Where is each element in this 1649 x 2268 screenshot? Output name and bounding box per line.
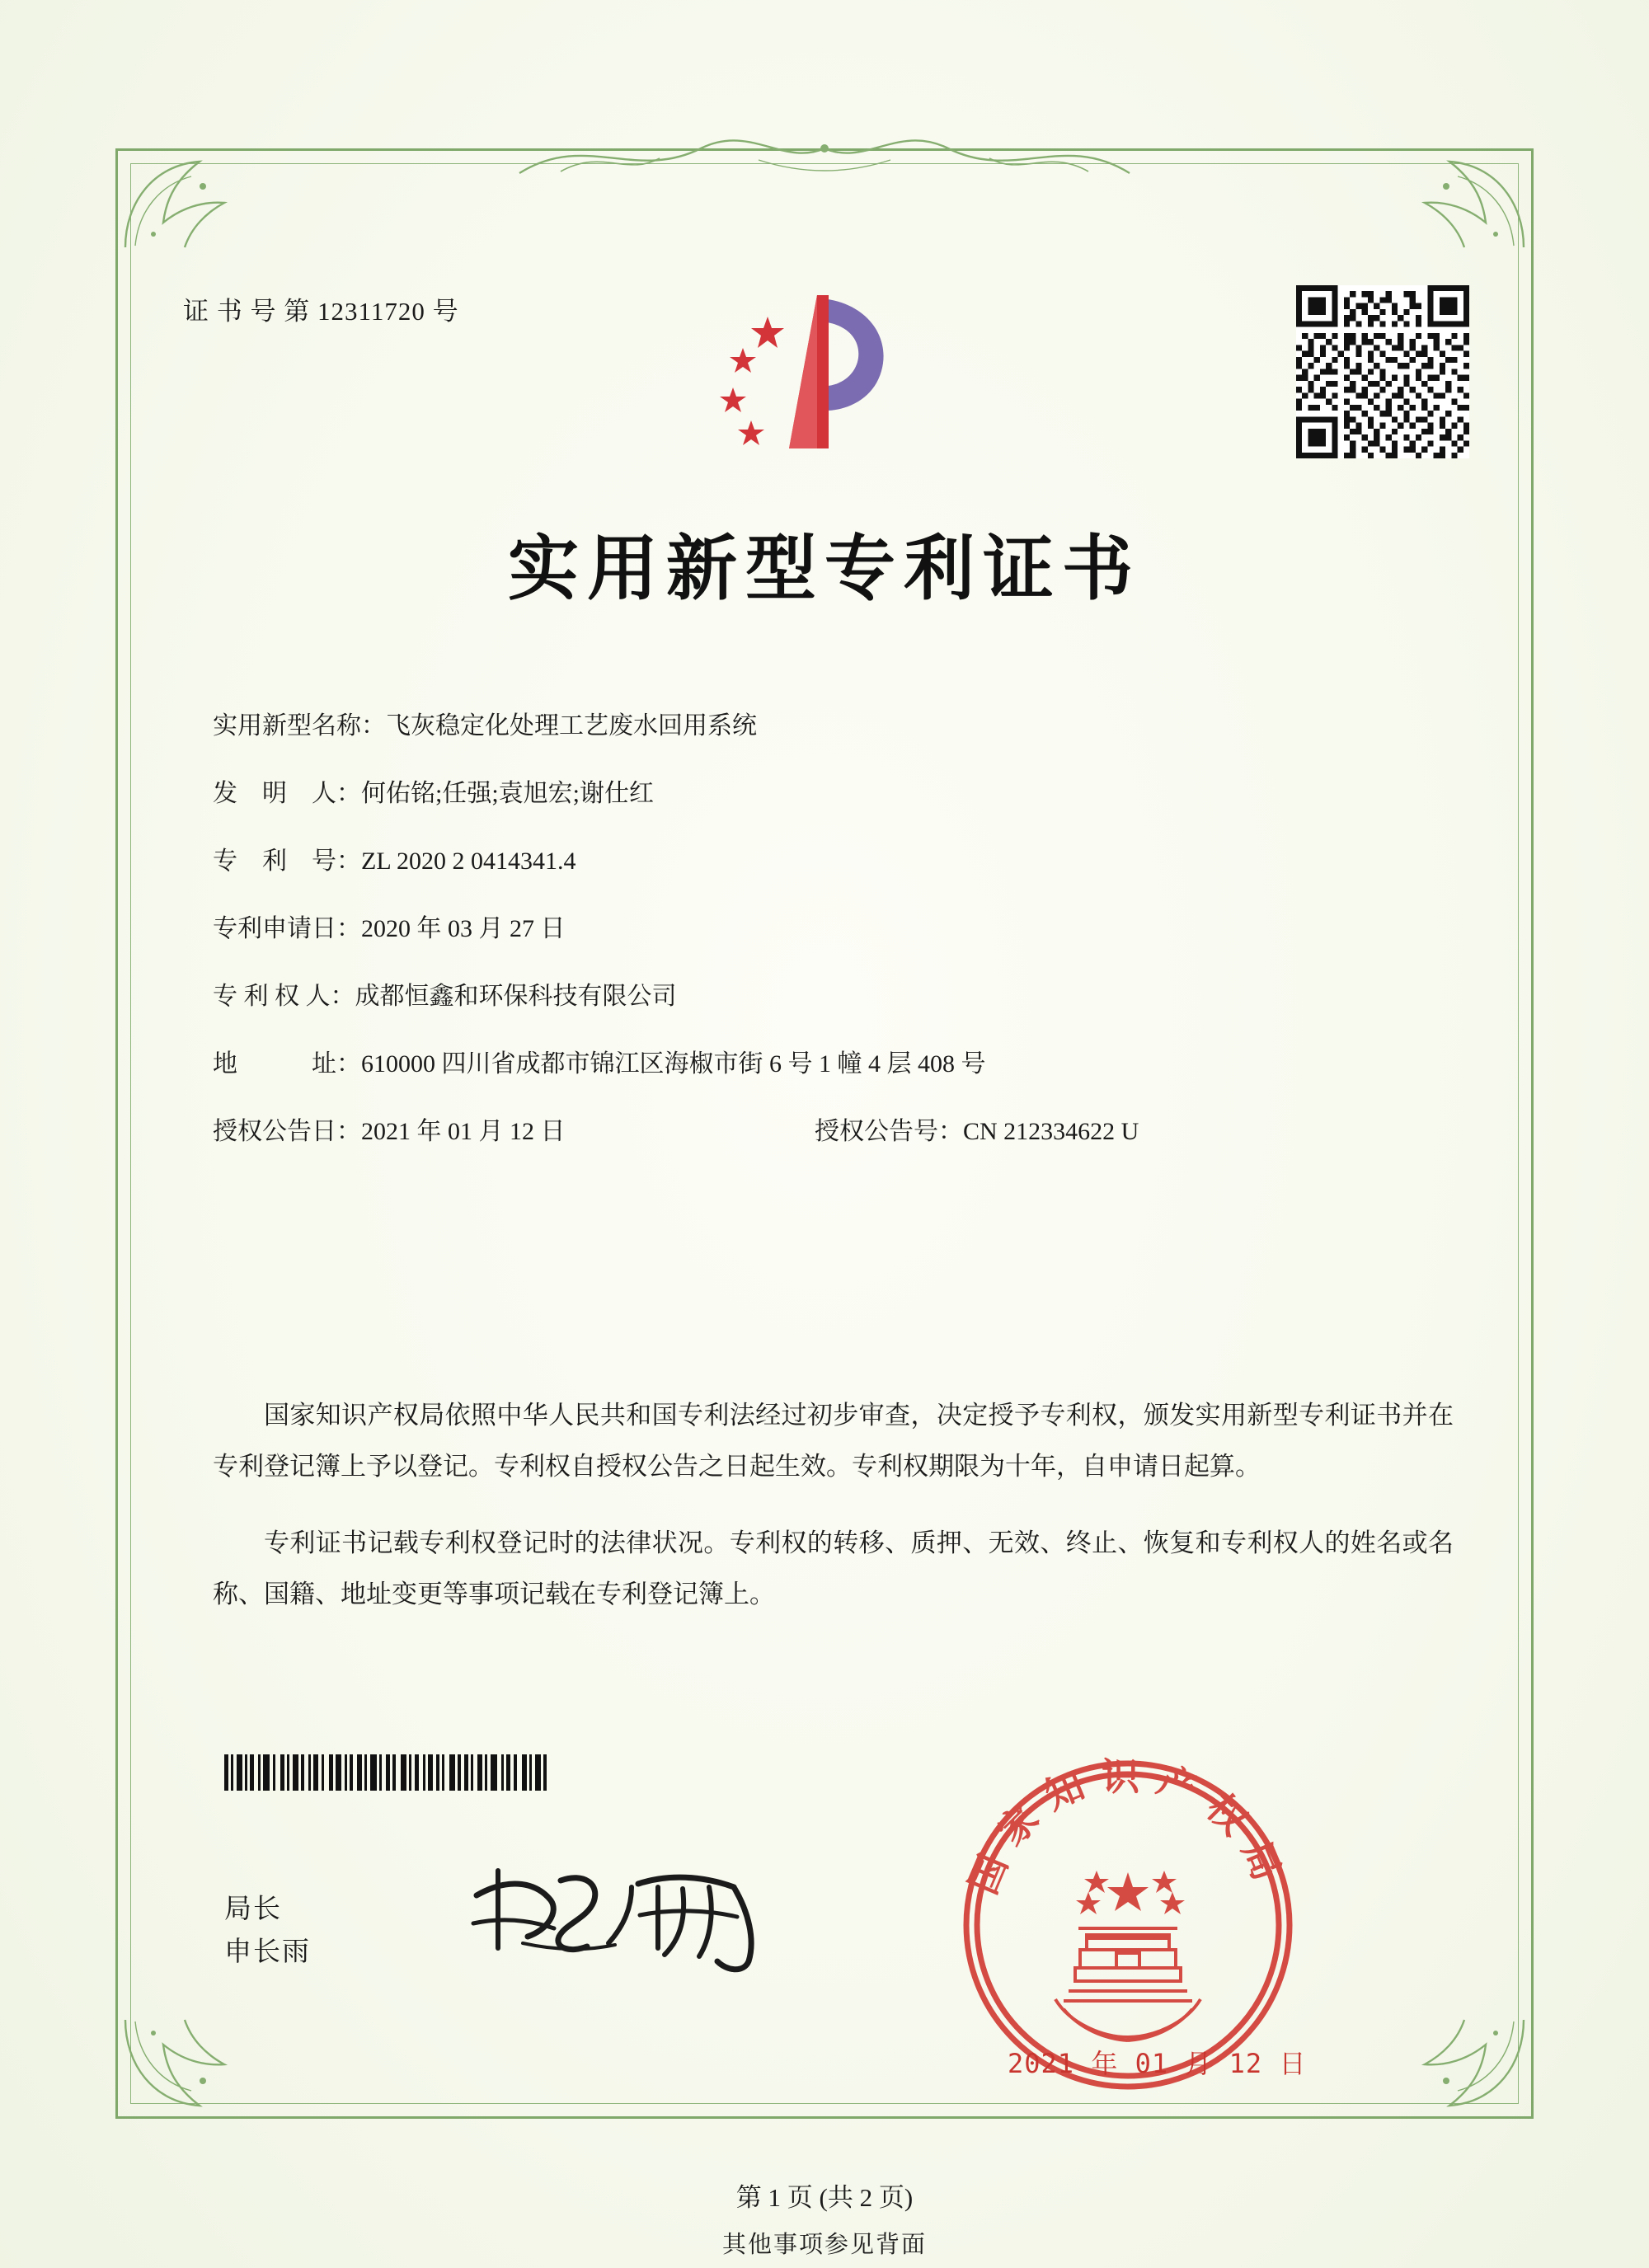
field-patentee: [213, 975, 1466, 1043]
field-grant-announcement: [213, 1111, 1466, 1178]
field-value: 2020 年 03 月 27 日: [361, 915, 566, 942]
corner-ornament-icon: [1405, 2015, 1529, 2114]
grant-number-label: 授权公告号：: [815, 1118, 963, 1145]
certificate-number: 证 书 号 第 12311720 号: [183, 297, 459, 326]
corner-ornament-icon: [120, 2015, 244, 2114]
field-value: 成都恒鑫和环保科技有限公司: [355, 983, 677, 1010]
paragraph-registry-statement: 专利证书记载专利权登记时的法律状况。专利权的转移、质押、无效、终止、恢复和专利权人的姓名或名称、国籍、地址变更等事项记载在专利登记簿上。: [213, 1528, 1454, 1608]
director-name: 申长雨: [224, 1937, 311, 1967]
field-value: 飞灰稳定化处理工艺废水回用系统: [386, 712, 757, 740]
field-label: 发 明 人：: [213, 780, 361, 807]
barcode: [224, 1754, 645, 1791]
page-number: 第 1 页 (共 2 页): [735, 2183, 914, 2212]
corner-ornament-icon: [120, 153, 244, 252]
field-value: 610000 四川省成都市锦江区海椒市街 6 号 1 幢 4 层 408 号: [361, 1050, 986, 1078]
svg-text:国家知识产权局: 国家知识产权局: [960, 1754, 1296, 1900]
paragraph-grant-statement: 国家知识产权局依照中华人民共和国专利法经过初步审查，决定授予专利权，颁发实用新型专利证书并在专利登记簿上予以登记。专利权自授权公告之日起生效。专利权期限为十年，自申请日起算。: [213, 1401, 1454, 1481]
field-application-date: [213, 908, 1466, 975]
field-value: 何佑铭;任强;袁旭宏;谢仕红: [361, 780, 655, 807]
qr-code: [1296, 285, 1469, 458]
field-label: 专利申请日：: [213, 915, 361, 942]
top-ornament-icon: [511, 124, 1138, 190]
field-label: 地 址：: [213, 1050, 361, 1078]
field-patent-number: [213, 840, 1466, 908]
field-label: 专 利 权 人：: [213, 983, 355, 1010]
grant-date-label: 授权公告日：: [213, 1118, 361, 1145]
director-title: 局长: [224, 1895, 282, 1924]
field-utility-model-name: [213, 705, 1466, 772]
back-side-note: 其他事项参见背面: [721, 2232, 927, 2258]
director-signature-label: [224, 1888, 311, 1974]
field-list: [213, 705, 1466, 1178]
field-label: 实用新型名称：: [213, 712, 386, 740]
grant-date-value: 2021 年 01 月 12 日: [361, 1118, 566, 1145]
field-label: 专 利 号：: [213, 848, 361, 875]
seal-date: 2021 年 01 月 12 日: [1008, 2048, 1307, 2079]
field-value: ZL 2020 2 0414341.4: [361, 848, 576, 875]
grant-number-group: [815, 1111, 1139, 1147]
legal-text-block: [213, 1364, 1454, 1620]
field-address: [213, 1043, 1466, 1111]
cnipa-emblem-icon: [697, 287, 911, 468]
field-inventors: [213, 772, 1466, 840]
director-signature: [462, 1851, 808, 1975]
page-title: 实用新型专利证书: [508, 527, 1141, 610]
corner-ornament-icon: [1405, 153, 1529, 252]
grant-number-value: CN 212334622 U: [963, 1118, 1139, 1145]
